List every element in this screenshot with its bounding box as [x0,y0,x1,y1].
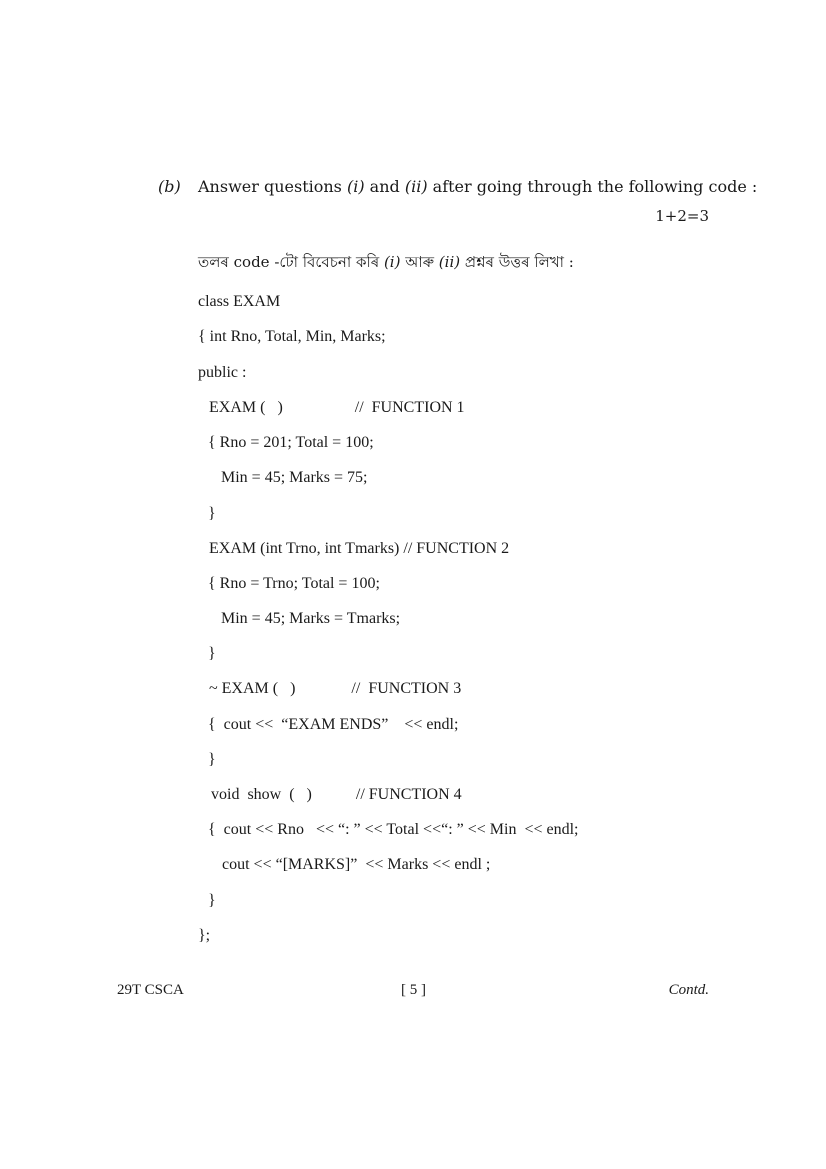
code-line: cout << “[MARKS]” << Marks << endl ; [222,856,491,873]
code-line: } [208,645,216,662]
question-ref-ii: (ii) [404,177,428,196]
code-line: Min = 45; Marks = 75; [221,469,368,486]
code-line: public : [198,364,247,381]
question-suffix: after going through the following code : [427,177,758,196]
code-line: { cout << Rno << “: ” << Total <<“: ” << Min << endl; [208,821,579,838]
question-ref-i: (i) [346,177,365,196]
code-line: }; [198,927,211,944]
marks-allocation: 1+2=3 [655,207,709,225]
code-line: { Rno = Trno; Total = 100; [208,575,380,592]
code-line: class EXAM [198,293,281,310]
question-label: (b) [158,177,181,196]
code-line: Min = 45; Marks = Tmarks; [221,610,401,627]
assamese-suffix: প্ৰশ্নৰ উত্তৰ লিখা : [460,253,574,271]
code-line: } [208,751,216,768]
question-text [198,177,757,196]
code-line: { Rno = 201; Total = 100; [208,434,374,451]
contd-label: Contd. [668,982,709,998]
assamese-ref-ii: (ii) [438,253,461,271]
paper-code: 29T CSCA [117,982,184,998]
assamese-instruction [198,251,574,276]
code-line: EXAM (int Trno, int Tmarks) // FUNCTION 2 [209,540,510,557]
code-line: ~ EXAM ( ) // FUNCTION 3 [209,680,462,697]
assamese-prefix: তলৰ code -টো বিবেচনা কৰি [198,253,384,271]
assamese-mid: আৰু [400,253,439,271]
code-line: void show ( ) // FUNCTION 4 [211,786,462,803]
code-line: { cout << “EXAM ENDS” << endl; [208,716,459,733]
code-line: } [208,892,216,909]
code-line: EXAM ( ) // FUNCTION 1 [209,399,465,416]
question-mid: and [364,177,405,196]
code-line: { int Rno, Total, Min, Marks; [198,328,386,345]
page-number: [ 5 ] [401,982,426,998]
assamese-ref-i: (i) [383,253,401,271]
question-prefix: Answer questions [198,177,347,196]
code-line: } [208,505,216,522]
